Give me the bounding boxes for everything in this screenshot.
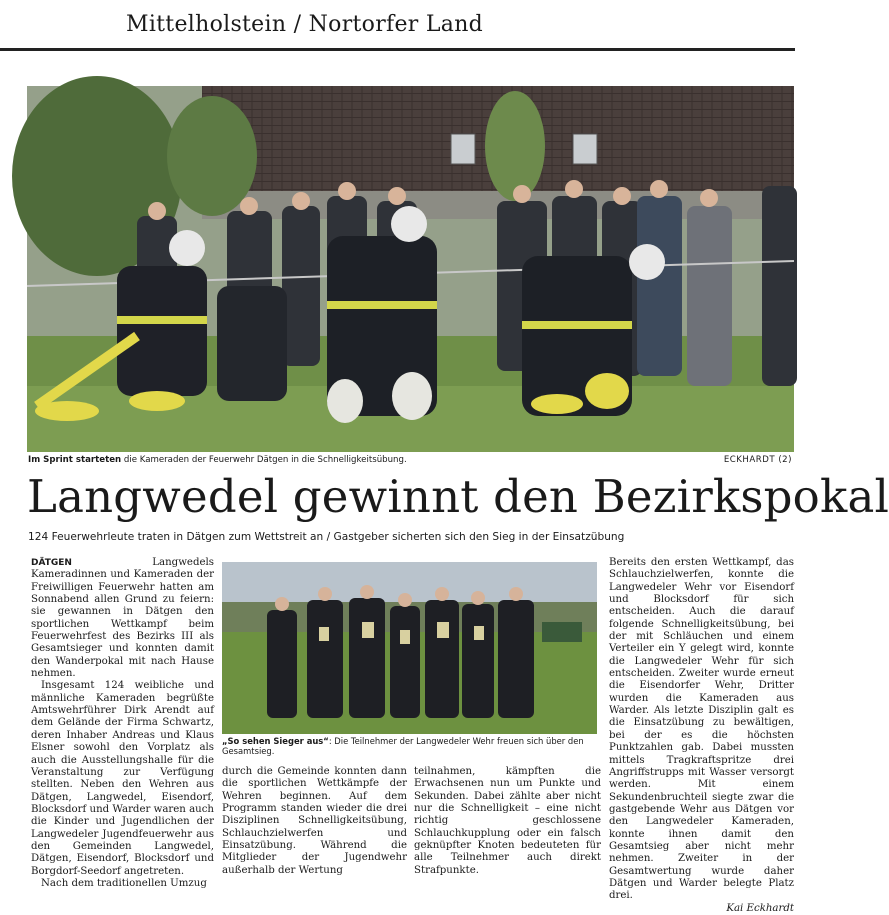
article-column-1: [31, 557, 214, 890]
article-column-4: [609, 557, 794, 915]
article-paragraph: Nach dem traditionellen Umzug: [41, 877, 207, 889]
article-column-3: [414, 766, 601, 877]
article-paragraph: durch die Gemeinde konnten dann die sportlichen Wettkämpfe der Wehren beginnen. Auf dem Programm standen wieder die drei Disziplinen Schnelligkeitsübung, Schlauchzielwerfen und Einsatzübung. Während die Mitglieder der Jugendwehr außerhalb der Wertung: [222, 766, 407, 876]
article-paragraph: teilnahmen, kämpften die Erwachsenen nun um Punkte und Sekunden. Dabei zählte aber nicht nur die Schnelligkeit – eine nicht richtig geschlossene Schlauchkupplung oder ein falsch geknüpfter Knoten bedeuteten für alle Teilnehmer auch direkt Strafpunkte.: [414, 766, 601, 876]
author-byline: Kai Eckhardt: [726, 902, 794, 914]
winners-photo: [222, 562, 597, 734]
main-photo-caption: [28, 455, 688, 465]
article-lead-text: Langwedels Kameradinnen und Kameraden der Freiwilligen Feuerwehr hatten am Sonnabend allen Grund zu feiern: sie gewannen in Dätgen den sportlichen Wettkampf beim Feuerwehrfest des Bezirks III als Gesamtsieger und konnten damit den Wanderpokal mit nach Hause nehmen.: [31, 557, 214, 680]
main-photo-caption-lead: Im Sprint starteten: [28, 455, 122, 465]
article-paragraph: Bereits den ersten Wettkampf, das Schlauchzielwerfen, konnte die Langwedeler Wehr vor Eisendorf und Blocksdorf für sich entscheiden. Auch die darauf folgende Schnelligkeitsübung, bei der mit Schläuchen und einem Verteiler ein Y gelegt wird, konnte die Langwedeler Wehr für sich entscheiden. Zweiter wurde erneut die Eisendorfer Wehr, Dritter wurden die Kameraden aus Warder. Als letzte Disziplin galt es die Einsatzübung zu bewältigen, bei der es die höchsten Punktzahlen gab. Dabei mussten mittels Tragkraftspritze drei Angriffstrupps mit Wasser versorgt werden. Mit einem Sekundenbruchteil siegte zwar die gastgebende Wehr aus Dätgen vor den Langwedeler Kameraden, konnte ihnen damit den Gesamtsieg aber nicht mehr nehmen. Zweiter in der Gesamtwertung wurde daher Dätgen und Warder belegte Platz drei.: [609, 557, 794, 902]
article-paragraph: [31, 557, 214, 680]
winners-photo-caption: [222, 736, 597, 756]
section-title: Mittelholstein / Nortorfer Land: [126, 12, 484, 37]
article-paragraph: Insgesamt 124 weibliche und männliche Kameraden begrüßte Amtswehrführer Dirk Arendt auf dem Gelände der Firma Schwartz, deren Inhaber Andreas und Klaus Elsner sowohl den Vorplatz als auch die Ausstellungshalle für die Veranstaltung zur Verfügung stellten. Neben den Wehren aus Dätgen, Langwedel, Eisendorf, Blocksdorf und Warder waren auch die Kinder und Jugendlichen der Langwedeler Jugendfeuerwehr aus den Gemeinden Langwedel, Dätgen, Eisendorf, Blocksdorf und Borgdorf-Seedorf angetreten.: [31, 680, 214, 877]
winners-photo-caption-lead: „So sehen Sieger aus“: [222, 736, 329, 746]
article-subhead: 124 Feuerwehrleute traten in Dätgen zum Wettstreit an / Gastgeber sicherten sich den Sieg in der Einsatzübung: [28, 531, 625, 543]
header-rule: [0, 48, 795, 51]
article-column-2: [222, 766, 407, 877]
article-headline: Langwedel gewinnt den Bezirkspokal: [27, 470, 889, 523]
main-photo-caption-text: die Kameraden der Feuerwehr Dätgen in die Schnelligkeitsübung.: [121, 455, 407, 465]
dateline: DÄTGEN: [31, 558, 72, 568]
main-photo-credit: ECKHARDT (2): [723, 455, 792, 465]
main-photo: [27, 86, 794, 452]
winners-photo-caption-text: : Die Teilnehmer der Langwedeler Wehr freuen sich über den Gesamtsieg.: [222, 736, 584, 756]
